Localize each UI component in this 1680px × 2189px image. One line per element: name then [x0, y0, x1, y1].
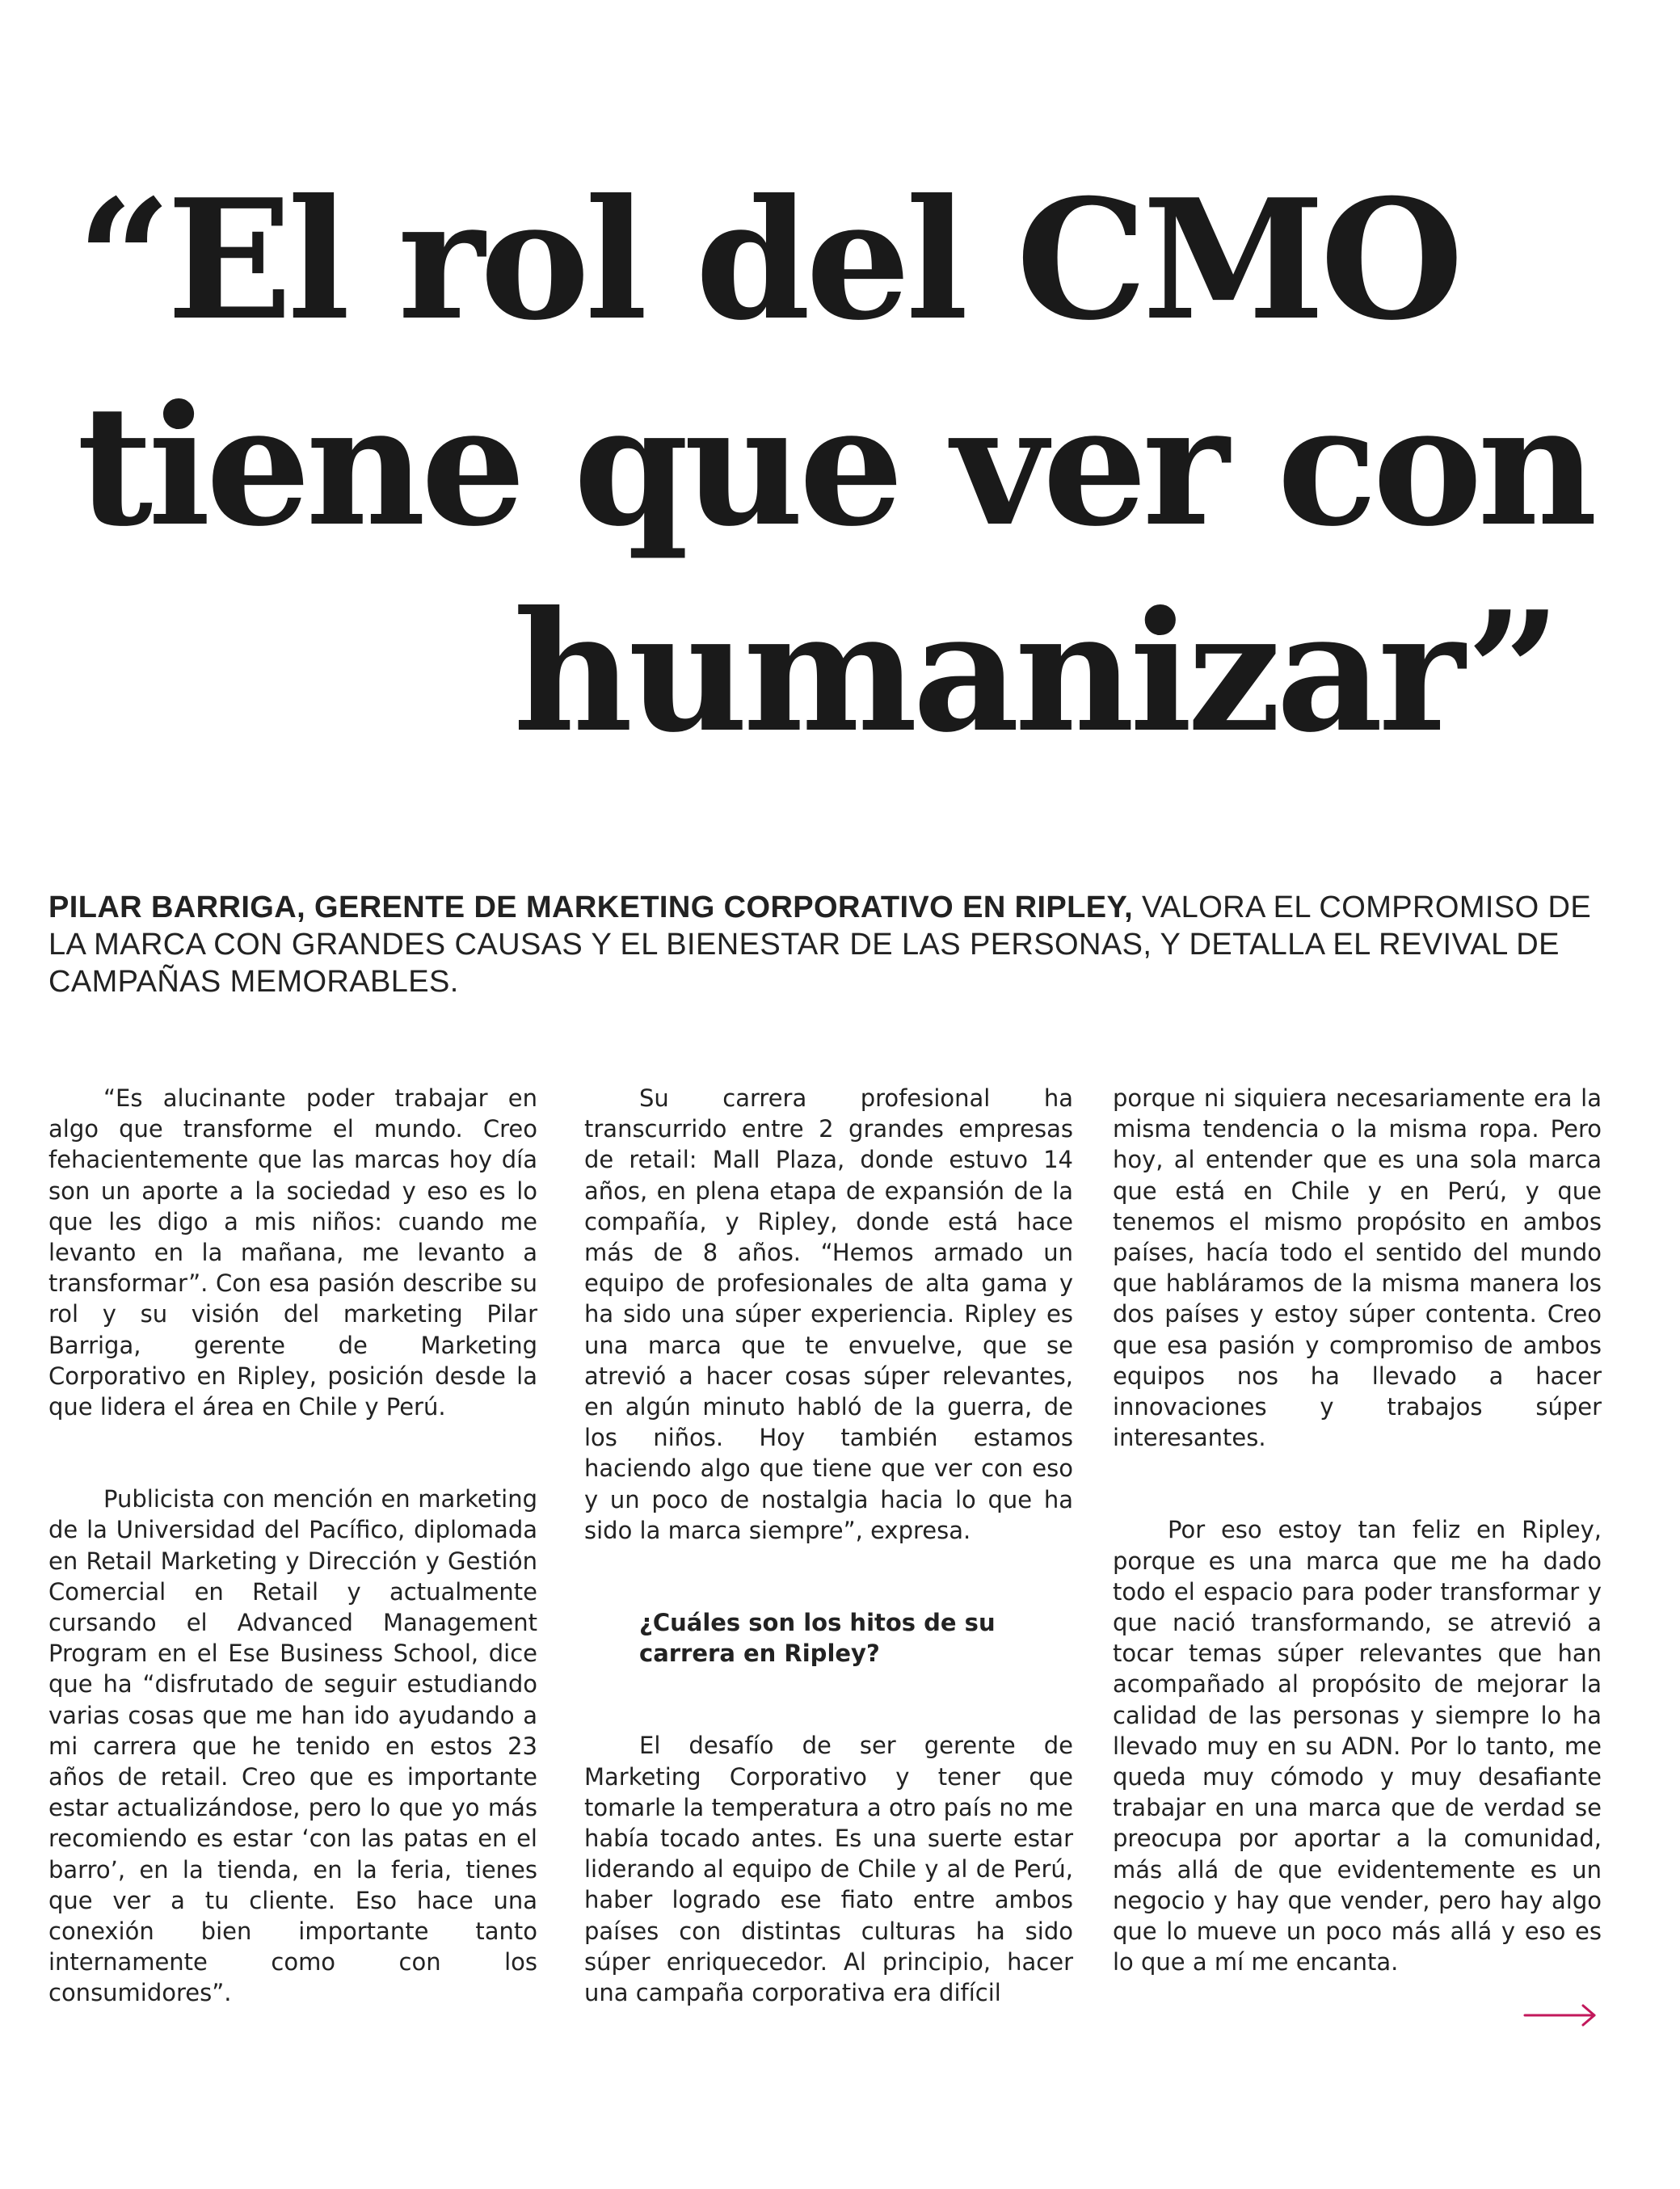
column-1-paragraph-1: “Es alucinante poder trabajar en algo que transforme el mundo. Creo fehacientemente que las marcas hoy día son un aporte a la sociedad y eso es lo que les digo a mis niños: cuando me levanto en la mañana, me levanto a transformar”. Con esa pasión describe su rol y su visión del marketing Pilar Barriga, gerente de Marketing Corporativo en Ripley, posición desde la que lidera el área en Chile y Perú.	[48, 1084, 537, 1421]
lede-byline: PILAR BARRIGA, GERENTE DE MARKETING CORPORATIVO EN RIPLEY,	[48, 890, 1134, 924]
headline-line-2: tiene que ver con	[77, 369, 1593, 563]
article-column-1	[48, 1083, 537, 2070]
arrow-right-icon[interactable]	[1523, 2004, 1598, 2027]
lede	[48, 889, 1608, 1000]
column-2-paragraph-2: El desafío de ser gerente de Marketing Corporativo y tener que tomarle la temperatura a otro país no me había tocado antes. Es una suerte estar liderando al equipo de Chile y al de Perú, haber logrado ese fiato entre ambos países con distintas culturas ha sido súper enriquecedor. Al principio, hacer una campaña corporativa era difícil	[584, 1732, 1073, 2007]
interview-question: ¿Cuáles son los hitos de su carrera en Ripley?	[639, 1609, 996, 1668]
article-column-3	[1113, 1083, 1602, 2039]
headline-line-3: humanizar”	[513, 575, 1556, 769]
column-2-paragraph-1: Su carrera profesional ha transcurrido entre 2 grandes empresas de retail: Mall Plaza, donde estuvo 14 años, en plena etapa de expansión de la compañía, y Ripley, donde está hace más de 8 años. “Hemos armado un equipo de profesionales de alta gama y ha sido una súper experiencia. Ripley es una marca que te envuelve, que se atrevió a hacer cosas súper relevantes, en algún minuto habló de la guerra, de los niños. Hoy también estamos haciendo algo que tiene que ver con eso y un poco de nostalgia hacia lo que ha sido la marca siempre”, expresa.	[584, 1084, 1073, 1544]
article-column-2	[584, 1083, 1073, 2069]
column-1-paragraph-2: Publicista con mención en marketing de la Universidad del Pacífico, diplomada en Retail Marketing y Dirección y Gestión Comercial en Retail y actualmente cursando el Advanced Management Program en el Ese Business School, dice que ha “disfrutado de seguir estudiando varias cosas que me han ido ayudando a mi carrera que he tenido en estos 23 años de retail. Creo que es importante estar actualizándose, pero lo que yo más recomiendo es estar ‘con las patas en el barro’, en la tienda, en la feria, tienes que ver a tu cliente. Eso hace una conexión bien importante tanto internamente como con los consumidores”.	[48, 1485, 537, 2007]
headline	[77, 158, 1628, 776]
lede-summary: VALORA EL COMPROMISO DE LA MARCA CON GRANDES CAUSAS Y EL BIENESTAR DE LAS PERSONAS, Y DETALLA EL REVIVAL DE CAMPAÑAS MEMORABLES.	[48, 890, 1592, 999]
headline-line-1: “El rol del CMO	[77, 163, 1459, 357]
column-3-paragraph-1: porque ni siquiera necesariamente era la misma tendencia o la misma ropa. Pero hoy, al entender que es una sola marca que está en Chile y en Perú, y que tenemos el mismo propósito en ambos países, hacía todo el sentido del mundo que habláramos de la misma manera los dos países y estoy súper contenta. Creo que esa pasión y compromiso de ambos equipos nos ha llevado a hacer innovaciones y trabajos súper interesantes.	[1113, 1084, 1602, 1452]
column-3-paragraph-2: Por eso estoy tan feliz en Ripley, porque es una marca que me ha dado todo el espacio para poder transformar y que nació transformando, se atrevió a tocar temas súper relevantes que han acompañado al propósito de mejorar la calidad de las personas y siempre lo ha llevado muy en su ADN. Por lo tanto, me queda muy cómodo y muy desafiante trabajar en una marca que de verdad se preocupa por aportar a la comunidad, más allá de que evidentemente es un negocio y hay que vender, pero hay algo que lo mueve un poco más allá y eso es lo que a mí me encanta.	[1113, 1516, 1602, 1976]
